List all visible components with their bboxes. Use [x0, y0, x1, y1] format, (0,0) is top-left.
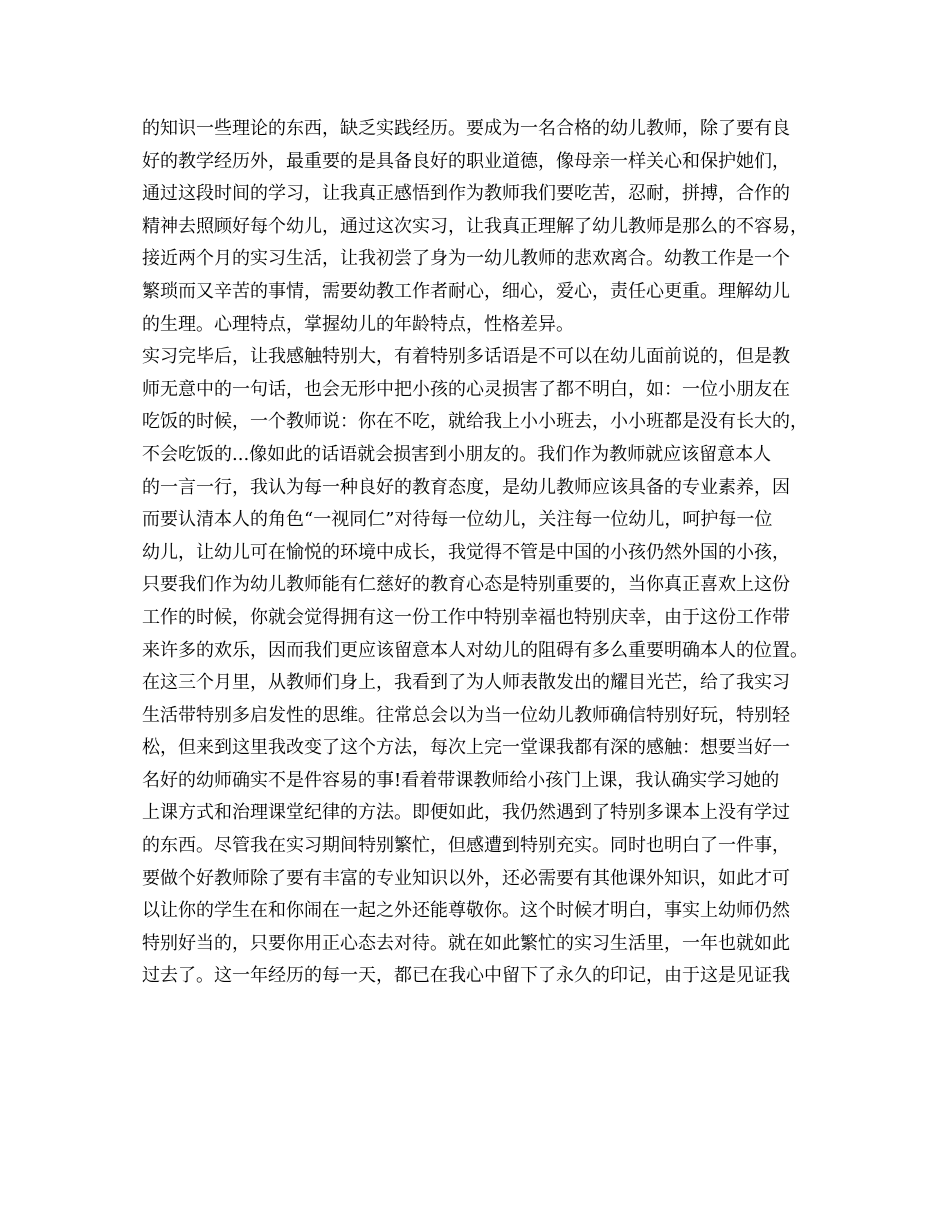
text-line: 上课方式和治理课堂纪律的方法。即便如此，我仍然遇到了特别多课本上没有学过 [142, 802, 790, 824]
text-line: 接近两个月的实习生活，让我初尝了身为一幼儿教师的悲欢离合。幼教工作是一个 [142, 248, 790, 270]
text-line: 精神去照顾好每个幼儿，通过这次实习，让我真正理解了幼儿教师是那么的不容易， [142, 215, 808, 237]
text-line: 实习完毕后，让我感触特别大，有着特别多话语是不可以在幼儿面前说的，但是教 [142, 346, 790, 368]
text-line: 繁琐而又辛苦的事情，需要幼教工作者耐心，细心，爱心，责任心更重。理解幼儿 [142, 280, 790, 302]
text-line: 的生理。心理特点，掌握幼儿的年龄特点，性格差异。 [142, 313, 574, 335]
text-line: 特别好当的，只要你用正心态去对待。就在如此繁忙的实习生活里，一年也就如此 [142, 932, 790, 954]
text-line: 的知识一些理论的东西，缺乏实践经历。要成为一名合格的幼儿教师，除了要有良 [142, 118, 790, 139]
text-line: 松，但来到这里我改变了这个方法，每次上完一堂课我都有深的感触：想要当好一 [142, 737, 790, 759]
text-line: 在这三个月里，从教师们身上，我看到了为人师表散发出的耀目光芒，给了我实习 [142, 672, 790, 694]
text-line: 以让你的学生在和你闹在一起之外还能尊敬你。这个时候才明白，事实上幼师仍然 [142, 900, 790, 922]
text-line: 好的教学经历外，最重要的是具备良好的职业道德，像母亲一样关心和保护她们， [142, 150, 790, 172]
text-line: 生活带特别多启发性的思维。往常总会以为当一位幼儿教师确信特别好玩，特别轻 [142, 704, 790, 726]
text-line: 来许多的欢乐，因而我们更应该留意本人对幼儿的阻碍有多么重要明确本人的位置。 [142, 639, 808, 661]
text-line: 不会吃饭的...像如此的话语就会损害到小朋友的。我们作为教师就应该留意本人 [142, 443, 772, 465]
text-line: 要做个好教师除了要有丰富的专业知识以外，还必需要有其他课外知识，如此才可 [142, 867, 790, 889]
text-line: 只要我们作为幼儿教师能有仁慈好的教育心态是特别重要的，当你真正喜欢上这份 [142, 574, 790, 596]
text-line: 吃饭的时候，一个教师说：你在不吃，就给我上小小班去，小小班都是没有长大的， [142, 411, 808, 433]
text-line: 师无意中的一句话，也会无形中把小孩的心灵损害了都不明白，如：一位小朋友在 [142, 378, 790, 400]
text-line: 幼儿，让幼儿可在愉悦的环境中成长，我觉得不管是中国的小孩仍然外国的小孩， [142, 541, 790, 563]
text-line: 而要认清本人的角色“一视同仁”对待每一位幼儿，关注每一位幼儿，呵护每一位 [142, 509, 773, 531]
body-text [142, 113, 832, 993]
text-line: 工作的时候，你就会觉得拥有这一份工作中特别幸福也特别庆幸，由于这份工作带 [142, 606, 790, 628]
text-line: 的东西。尽管我在实习期间特别繁忙，但感遭到特别充实。同时也明白了一件事， [142, 835, 790, 857]
text-line: 过去了。这一年经历的每一天，都已在我心中留下了永久的印记，由于这是见证我 [142, 965, 790, 987]
text-line: 通过这段时间的学习，让我真正感悟到作为教师我们要吃苦，忍耐，拼搏，合作的 [142, 183, 790, 205]
text-line: 的一言一行，我认为每一种良好的教育态度，是幼儿教师应该具备的专业素养，因 [142, 476, 790, 498]
text-line: 名好的幼师确实不是件容易的事!看着带课教师给小孩门上课，我认确实学习她的 [142, 769, 780, 791]
